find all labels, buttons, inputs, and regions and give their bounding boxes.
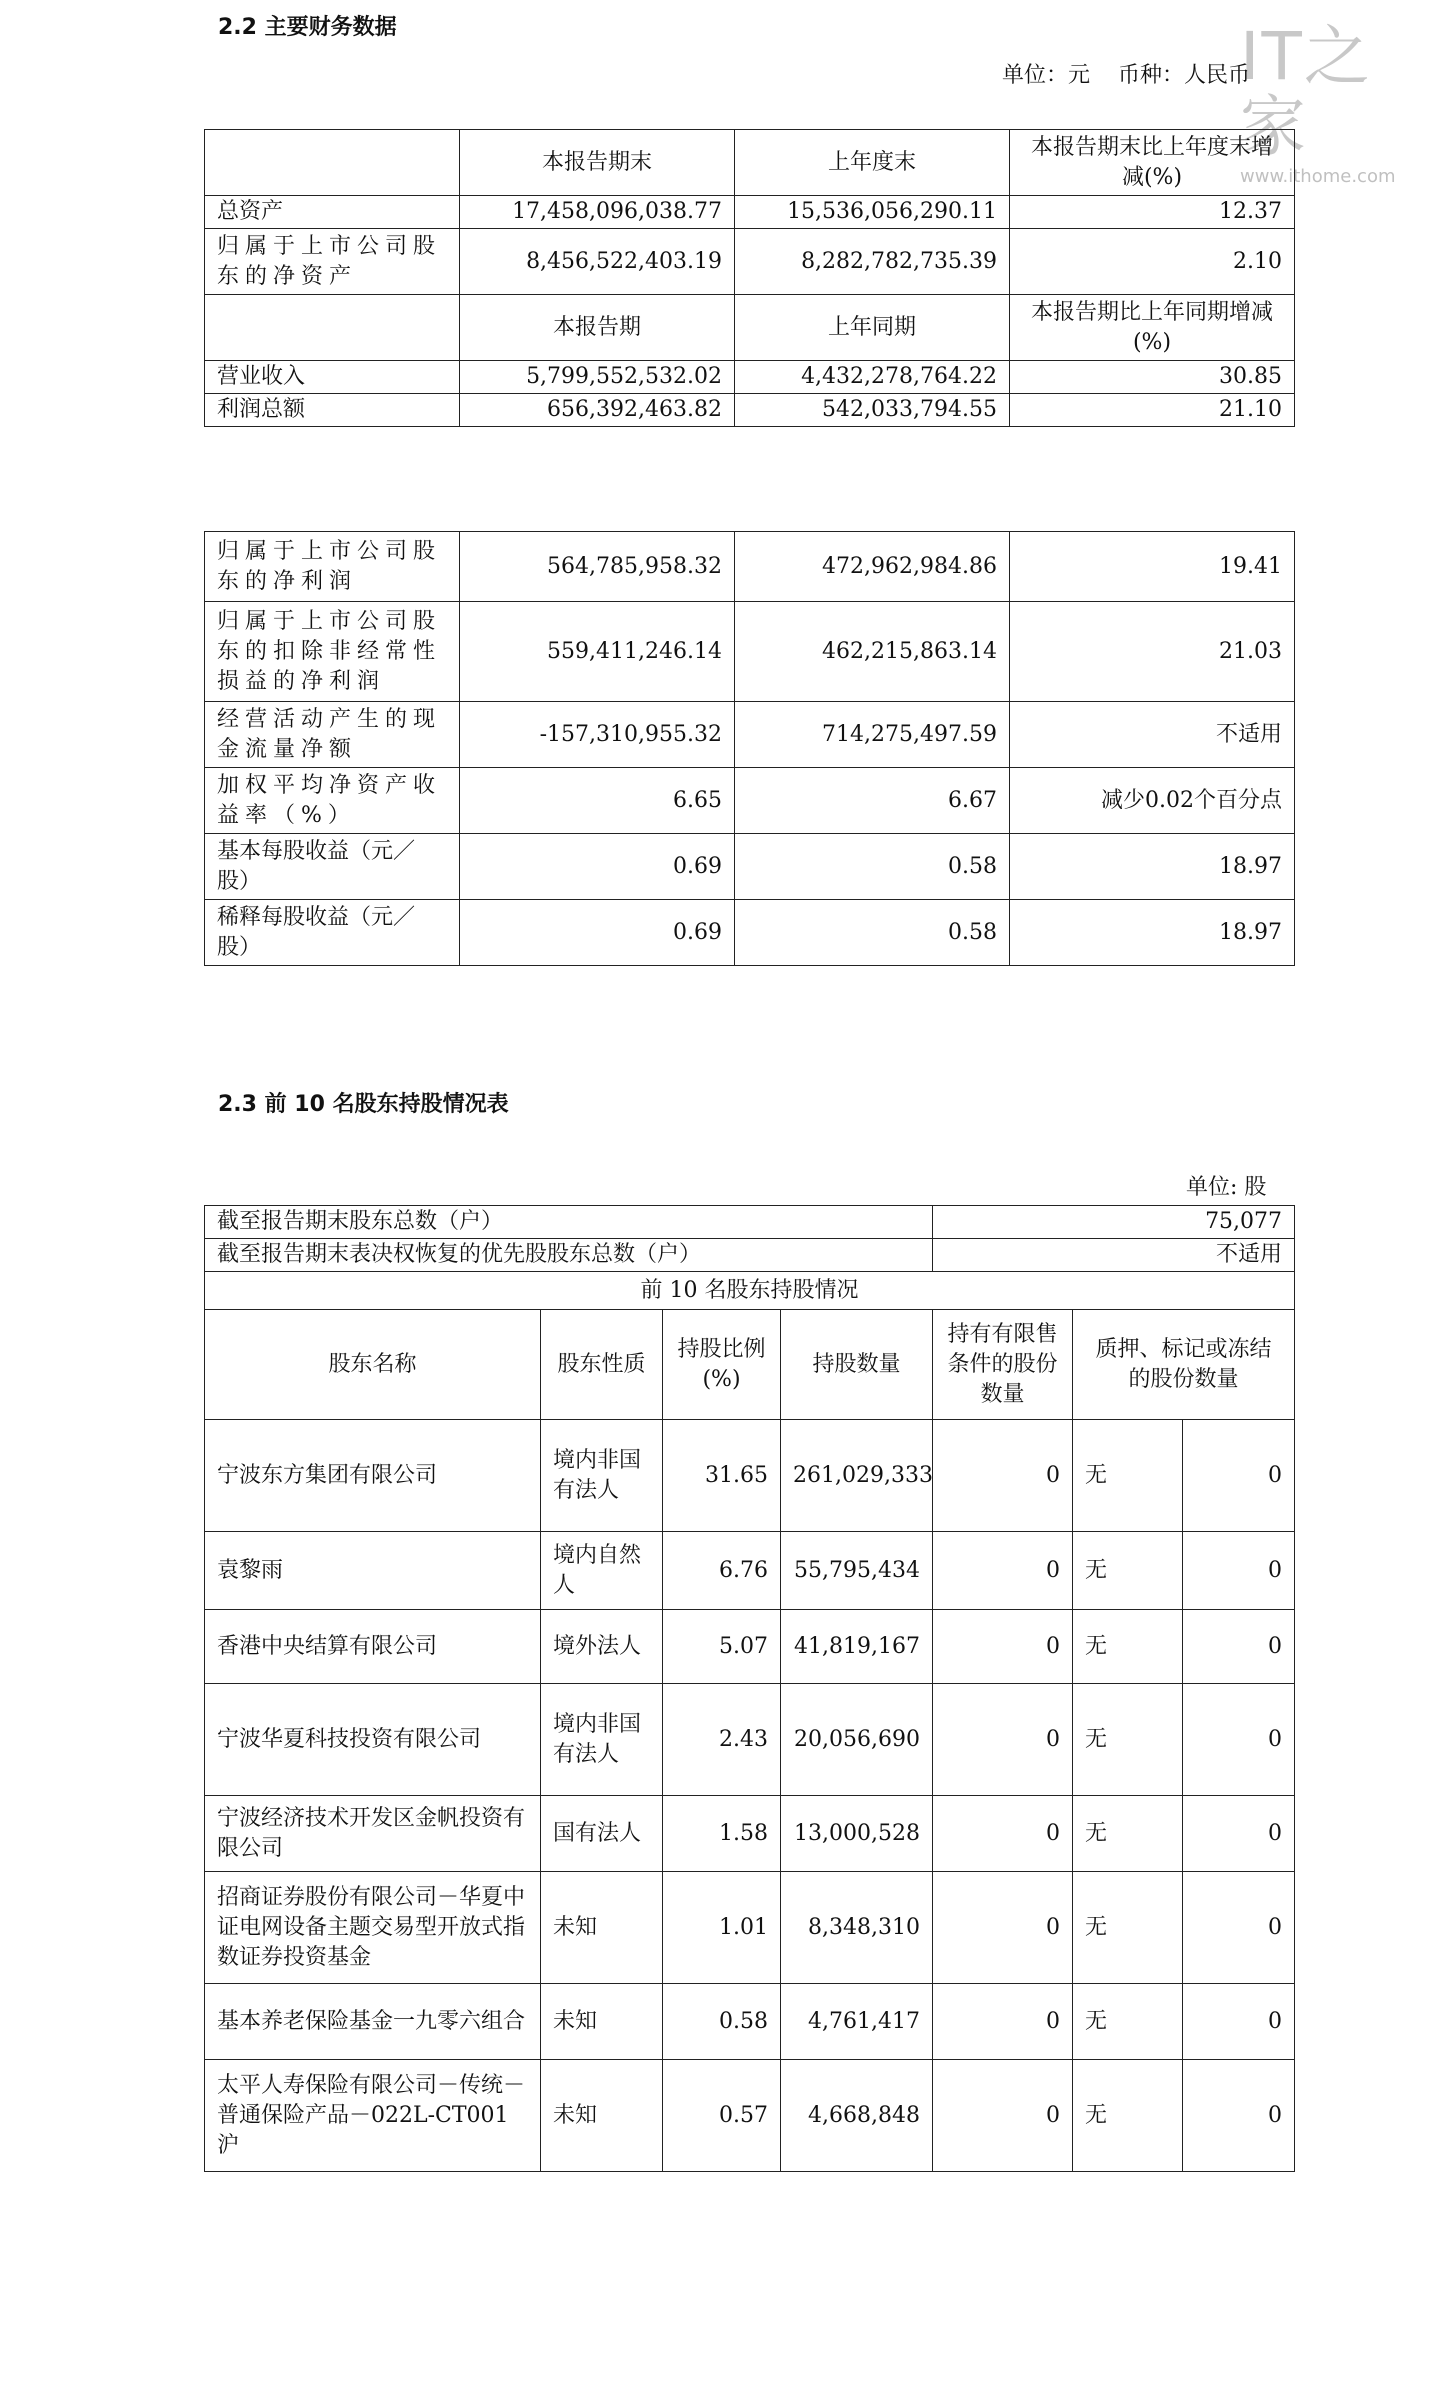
table-row [205, 834, 1295, 900]
holder-name: 宁波东方集团有限公司 [205, 1420, 541, 1532]
holder-nature: 未知 [541, 1872, 663, 1984]
total-holders-value: 75,077 [933, 1206, 1295, 1239]
holder-pct: 0.58 [663, 1984, 781, 2060]
value-previous: 462,215,863.14 [735, 602, 1010, 702]
holder-nature: 未知 [541, 2060, 663, 2172]
table-row [205, 394, 1295, 427]
watermark-logo: IT之家 [1240, 18, 1372, 165]
table-row [205, 702, 1295, 768]
value-current: 6.65 [460, 768, 735, 834]
holder-nature: 境内非国有法人 [541, 1420, 663, 1532]
holder-pledge-status: 无 [1073, 1796, 1183, 1872]
shareholder-row [205, 1984, 1295, 2060]
financial-data-table-1 [204, 129, 1295, 427]
value-change: 不适用 [1010, 702, 1295, 768]
table-row [205, 532, 1295, 602]
value-change: 19.41 [1010, 532, 1295, 602]
column-header: 股东名称 [205, 1310, 541, 1420]
section-2-3-heading: 2.3 前 10 名股东持股情况表 [218, 1092, 509, 1117]
holder-pct: 2.43 [663, 1684, 781, 1796]
holder-shares: 4,761,417 [781, 1984, 933, 2060]
shareholder-row [205, 1610, 1295, 1684]
header-cell-empty [205, 295, 460, 361]
holder-restricted: 0 [933, 2060, 1073, 2172]
holder-restricted: 0 [933, 1796, 1073, 1872]
holder-pledge-status: 无 [1073, 1532, 1183, 1610]
table-row [205, 900, 1295, 966]
value-previous: 4,432,278,764.22 [735, 361, 1010, 394]
holder-pct: 1.01 [663, 1872, 781, 1984]
section-2-2-heading: 2.2 主要财务数据 [218, 15, 397, 40]
holder-pct: 0.57 [663, 2060, 781, 2172]
value-previous: 714,275,497.59 [735, 702, 1010, 768]
value-change: 减少0.02个百分点 [1010, 768, 1295, 834]
holder-pledge-qty: 0 [1183, 2060, 1295, 2172]
value-current: -157,310,955.32 [460, 702, 735, 768]
holder-pledge-status: 无 [1073, 1872, 1183, 1984]
column-header: 持有有限售条件的股份数量 [933, 1310, 1073, 1420]
holder-name: 太平人寿保险有限公司－传统－普通保险产品－022L-CT001 沪 [205, 2060, 541, 2172]
header-cell: 上年度末 [735, 130, 1010, 196]
shareholders-table [204, 1205, 1295, 2172]
table-subtitle: 前 10 名股东持股情况 [205, 1272, 1295, 1310]
value-current: 17,458,096,038.77 [460, 196, 735, 229]
shareholder-row [205, 1796, 1295, 1872]
value-current: 656,392,463.82 [460, 394, 735, 427]
holder-restricted: 0 [933, 1610, 1073, 1684]
row-label: 稀释每股收益（元／股） [205, 900, 460, 966]
holder-name: 宁波经济技术开发区金帆投资有限公司 [205, 1796, 541, 1872]
holder-pct: 6.76 [663, 1532, 781, 1610]
holder-shares: 4,668,848 [781, 2060, 933, 2172]
pref-holders-row [205, 1239, 1295, 1272]
holder-nature: 境内自然人 [541, 1532, 663, 1610]
holder-shares: 55,795,434 [781, 1532, 933, 1610]
value-previous: 0.58 [735, 834, 1010, 900]
value-current: 559,411,246.14 [460, 602, 735, 702]
value-change: 12.37 [1010, 196, 1295, 229]
row-label: 加权平均净资产收益率（%） [205, 768, 460, 834]
holder-pledge-qty: 0 [1183, 1984, 1295, 2060]
table-row [205, 229, 1295, 295]
holder-pledge-qty: 0 [1183, 1420, 1295, 1532]
holder-nature: 境内非国有法人 [541, 1684, 663, 1796]
holder-name: 袁黎雨 [205, 1532, 541, 1610]
row-label: 总资产 [205, 196, 460, 229]
holder-pledge-qty: 0 [1183, 1532, 1295, 1610]
unit-currency-note: 单位：元 币种：人民币 [1002, 63, 1250, 88]
value-change: 21.10 [1010, 394, 1295, 427]
holder-restricted: 0 [933, 1684, 1073, 1796]
holder-restricted: 0 [933, 1872, 1073, 1984]
column-header: 质押、标记或冻结的股份数量 [1073, 1310, 1295, 1420]
value-change: 2.10 [1010, 229, 1295, 295]
holder-shares: 41,819,167 [781, 1610, 933, 1684]
column-header: 持股数量 [781, 1310, 933, 1420]
holder-name: 招商证券股份有限公司－华夏中证电网设备主题交易型开放式指数证券投资基金 [205, 1872, 541, 1984]
holder-restricted: 0 [933, 1532, 1073, 1610]
shareholder-row [205, 2060, 1295, 2172]
value-change: 21.03 [1010, 602, 1295, 702]
shareholder-row [205, 1420, 1295, 1532]
value-previous: 6.67 [735, 768, 1010, 834]
holder-shares: 261,029,333 [781, 1420, 933, 1532]
holder-pledge-status: 无 [1073, 1610, 1183, 1684]
shareholder-row [205, 1684, 1295, 1796]
value-change: 30.85 [1010, 361, 1295, 394]
table-row [205, 196, 1295, 229]
holder-nature: 未知 [541, 1984, 663, 2060]
header-cell: 本报告期末比上年度末增减(%) [1010, 130, 1295, 196]
holder-pledge-status: 无 [1073, 1684, 1183, 1796]
holder-name: 香港中央结算有限公司 [205, 1610, 541, 1684]
value-current: 564,785,958.32 [460, 532, 735, 602]
header-cell: 本报告期 [460, 295, 735, 361]
header-cell: 上年同期 [735, 295, 1010, 361]
value-previous: 542,033,794.55 [735, 394, 1010, 427]
row-label: 归属于上市公司股东的净利润 [205, 532, 460, 602]
value-current: 5,799,552,532.02 [460, 361, 735, 394]
value-previous: 472,962,984.86 [735, 532, 1010, 602]
holder-pledge-qty: 0 [1183, 1796, 1295, 1872]
watermark-url: www.ithome.com [1240, 166, 1396, 187]
header-cell-empty [205, 130, 460, 196]
value-previous: 0.58 [735, 900, 1010, 966]
value-change: 18.97 [1010, 900, 1295, 966]
holder-pct: 31.65 [663, 1420, 781, 1532]
header-cell: 本报告期比上年同期增减(%) [1010, 295, 1295, 361]
holder-pledge-qty: 0 [1183, 1684, 1295, 1796]
holder-shares: 8,348,310 [781, 1872, 933, 1984]
value-previous: 15,536,056,290.11 [735, 196, 1010, 229]
financial-data-table-2 [204, 531, 1295, 966]
holder-restricted: 0 [933, 1984, 1073, 2060]
row-label: 归属于上市公司股东的扣除非经常性损益的净利润 [205, 602, 460, 702]
holder-nature: 国有法人 [541, 1796, 663, 1872]
row-label: 营业收入 [205, 361, 460, 394]
row-label: 归属于上市公司股东的净资产 [205, 229, 460, 295]
pref-holders-label: 截至报告期末表决权恢复的优先股股东总数（户） [205, 1239, 933, 1272]
column-header: 持股比例(%) [663, 1310, 781, 1420]
shareholder-row [205, 1532, 1295, 1610]
holder-pledge-status: 无 [1073, 1984, 1183, 2060]
holder-shares: 20,056,690 [781, 1684, 933, 1796]
holder-pledge-status: 无 [1073, 2060, 1183, 2172]
table-header-row [205, 295, 1295, 361]
holder-pledge-qty: 0 [1183, 1872, 1295, 1984]
holder-pct: 5.07 [663, 1610, 781, 1684]
holder-name: 基本养老保险基金一九零六组合 [205, 1984, 541, 2060]
column-header: 股东性质 [541, 1310, 663, 1420]
holder-shares: 13,000,528 [781, 1796, 933, 1872]
value-previous: 8,282,782,735.39 [735, 229, 1010, 295]
column-header-row [205, 1310, 1295, 1420]
total-holders-row [205, 1206, 1295, 1239]
total-holders-label: 截至报告期末股东总数（户） [205, 1206, 933, 1239]
holder-nature: 境外法人 [541, 1610, 663, 1684]
value-current: 0.69 [460, 834, 735, 900]
row-label: 经营活动产生的现金流量净额 [205, 702, 460, 768]
holder-pledge-qty: 0 [1183, 1610, 1295, 1684]
unit-note-shares: 单位: 股 [1186, 1175, 1267, 1200]
holder-restricted: 0 [933, 1420, 1073, 1532]
holder-name: 宁波华夏科技投资有限公司 [205, 1684, 541, 1796]
ithome-watermark [1240, 18, 1430, 187]
value-current: 8,456,522,403.19 [460, 229, 735, 295]
value-current: 0.69 [460, 900, 735, 966]
shareholder-row [205, 1872, 1295, 1984]
row-label: 利润总额 [205, 394, 460, 427]
holder-pledge-status: 无 [1073, 1420, 1183, 1532]
value-change: 18.97 [1010, 834, 1295, 900]
table-row [205, 768, 1295, 834]
table-row [205, 361, 1295, 394]
table-row [205, 602, 1295, 702]
holder-pct: 1.58 [663, 1796, 781, 1872]
row-label: 基本每股收益（元／股） [205, 834, 460, 900]
subtitle-row [205, 1272, 1295, 1310]
header-cell: 本报告期末 [460, 130, 735, 196]
table-header-row [205, 130, 1295, 196]
pref-holders-value: 不适用 [933, 1239, 1295, 1272]
